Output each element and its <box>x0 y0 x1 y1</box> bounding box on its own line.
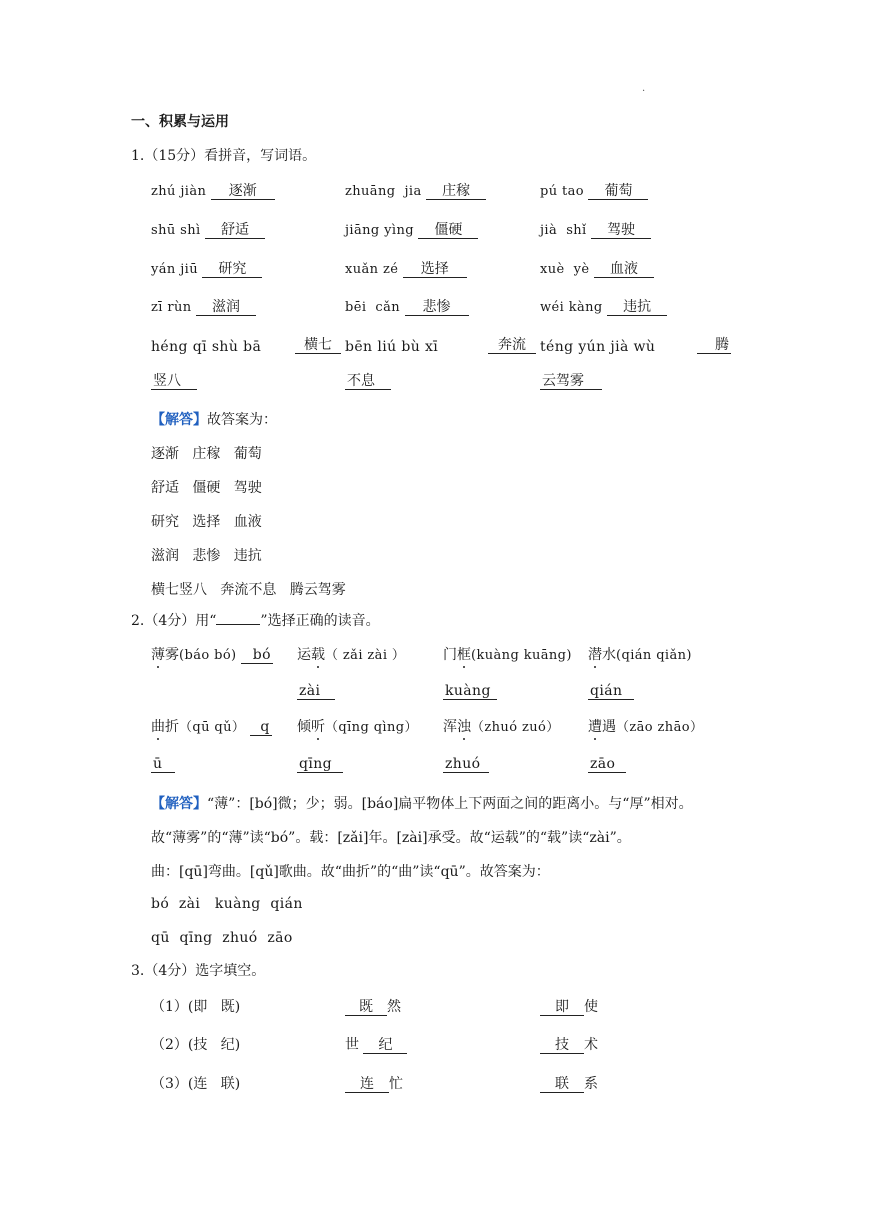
q1-pinyin: yán jiū <box>151 262 198 277</box>
q1-item <box>540 223 651 239</box>
q3-label-1: （1）(即 既) <box>151 999 241 1015</box>
q1-answer: 僵硬 <box>418 223 478 239</box>
q1-answer-line-5: 横七竖八 奔流不息 腾云驾雾 <box>151 582 346 598</box>
idiom-pinyin-1: héng qī shù bā <box>151 339 262 355</box>
q3-answer-2a: 纪 <box>363 1038 407 1054</box>
q2-answer-kuang: kuàng <box>443 684 497 700</box>
q1-item <box>151 262 262 278</box>
q3-answer-3a: 连 <box>345 1077 389 1093</box>
q3-title: 3.（4分）选字填空。 <box>131 963 266 979</box>
q3-tail-1a: 然 <box>387 999 401 1015</box>
q1-item <box>345 262 467 278</box>
q2-answer-para-1 <box>151 793 693 813</box>
q1-answer: 逐渐 <box>211 184 275 200</box>
q1-pinyin: bēi cǎn <box>345 300 401 315</box>
q1-pinyin: jiāng yìng <box>345 223 414 238</box>
idiom-answer-2b: 不息 <box>345 374 391 390</box>
q1-pinyin: wéi kàng <box>540 300 603 315</box>
q3-label-2: （2）(技 纪) <box>151 1037 241 1053</box>
q1-answer-line-4: 滋润 悲惨 违抗 <box>151 548 262 564</box>
q3-answer-1a: 既 <box>345 1000 387 1016</box>
q2-answer-para-3: 曲：[qū]弯曲。[qǔ]歌曲。故“曲折”的“曲”读“qū”。故答案为： <box>151 864 550 880</box>
idiom-answer-1b: 竖八 <box>151 374 197 390</box>
q1-pinyin: zhú jiàn <box>151 184 207 199</box>
q2-item-bo: 薄雾(báo bó) bó <box>151 647 271 663</box>
q2-title <box>131 614 380 628</box>
q2-item-qu: 曲折（qū qǔ） q <box>151 719 270 735</box>
q2-answer-line-1: bó zài kuàng qián <box>151 896 303 912</box>
q1-pinyin: zī rùn <box>151 300 192 315</box>
q2-item-qian: 潜水(qián qiǎn) <box>588 647 692 663</box>
q1-answer-line-1: 逐渐 庄稼 葡萄 <box>151 446 262 462</box>
q1-item <box>345 184 486 200</box>
q1-item <box>345 223 478 239</box>
q1-answer: 违抗 <box>607 300 667 316</box>
q1-title: 1.（15分）看拼音，写词语。 <box>131 148 317 164</box>
q1-answer: 庄稼 <box>426 184 486 200</box>
q3-tail-1b: 使 <box>584 999 598 1015</box>
idiom-answer-1a: 横七 <box>295 338 341 354</box>
q3-tail-3a: 忙 <box>389 1076 403 1092</box>
answer-intro: 故答案为： <box>207 412 277 428</box>
section-title: 一、积累与运用 <box>131 114 229 130</box>
q2-answer-bo: bó <box>241 648 273 664</box>
q1-answer: 舒适 <box>205 223 265 239</box>
q1-item <box>540 300 667 316</box>
idiom-pinyin-3: téng yún jià wù <box>540 339 656 355</box>
q2-answer-qu-b: ū <box>151 757 175 773</box>
q1-answer: 研究 <box>202 262 262 278</box>
q1-answer: 悲惨 <box>405 300 469 316</box>
q1-item <box>540 262 654 278</box>
q2-title-blank <box>216 614 260 625</box>
q2-item-kuang: 门框(kuàng kuāng) <box>443 647 572 663</box>
q2-item-zao: 遭遇（zāo zhāo） <box>588 719 704 735</box>
q1-pinyin: pú tao <box>540 184 585 199</box>
q3-tail-3b: 系 <box>584 1076 598 1092</box>
q1-pinyin: zhuāng jia <box>345 184 422 199</box>
q1-item <box>151 223 265 239</box>
q3-label-3: （3）(连 联) <box>151 1076 241 1092</box>
q3-tail-2b: 术 <box>584 1037 598 1053</box>
q2-answer-line-2: qū qīng zhuó zāo <box>151 930 293 946</box>
q2-title-post: ”选择正确的读音。 <box>260 613 380 629</box>
q1-answer: 驾驶 <box>591 223 651 239</box>
q1-item <box>151 184 275 200</box>
q1-answer-line-2: 舒适 僵硬 驾驶 <box>151 480 262 496</box>
q1-item <box>151 300 256 316</box>
q1-answer: 滋润 <box>196 300 256 316</box>
q2-answer-para-2: 故“薄雾”的“薄”读“bó”。载：[zǎi]年。[zài]承受。故“运载”的“载”读“zài”。 <box>151 830 631 846</box>
q1-answer-line-3: 研究 选择 血液 <box>151 514 262 530</box>
idiom-pinyin-2: bēn liú bù xī <box>345 339 439 355</box>
q1-pinyin: xuǎn zé <box>345 262 399 277</box>
q1-answer: 葡萄 <box>588 184 648 200</box>
q1-pinyin: jià shǐ <box>540 223 587 238</box>
answer-label: 【解答】 <box>151 796 207 812</box>
q3-answer-3b: 联 <box>540 1077 584 1093</box>
q1-answer-header <box>151 409 277 429</box>
q3-head-2a: 世 <box>345 1037 359 1053</box>
q2-answer-zao: zāo <box>588 757 626 773</box>
q3-answer-1b: 即 <box>540 1000 584 1016</box>
idiom-answer-3a: 腾 <box>697 338 731 354</box>
q1-item <box>540 184 648 200</box>
q2-answer-qing: qīng <box>297 757 343 773</box>
q1-pinyin: xuè yè <box>540 262 590 277</box>
q2-item-zai: 运载（ zǎi zài ） <box>297 647 406 663</box>
q2-answer-text-1: “薄”：[bó]微；少；弱。[báo]扁平物体上下两面之间的距离小。与“厚”相对。 <box>207 796 693 812</box>
q2-title-pre: 2.（4分）用“ <box>131 613 217 629</box>
q2-item-zhuo: 浑浊（zhuó zuó） <box>443 719 560 735</box>
idiom-answer-2a: 奔流 <box>488 338 536 354</box>
q2-item-ting: 倾听（qīng qìng） <box>297 719 418 735</box>
idiom-answer-3b: 云驾雾 <box>540 374 602 390</box>
answer-label: 【解答】 <box>151 412 207 428</box>
q1-answer: 血液 <box>594 262 654 278</box>
q3-answer-2b: 技 <box>540 1038 584 1054</box>
q2-answer-zai: zài <box>297 684 335 700</box>
q2-answer-qian: qián <box>588 684 634 700</box>
corner-mark: . <box>642 83 646 94</box>
q1-pinyin: shū shì <box>151 223 201 238</box>
q2-answer-qu-a: q <box>250 720 272 736</box>
q2-answer-zhuo: zhuó <box>443 757 489 773</box>
q1-answer: 选择 <box>403 262 467 278</box>
q1-item <box>345 300 469 316</box>
